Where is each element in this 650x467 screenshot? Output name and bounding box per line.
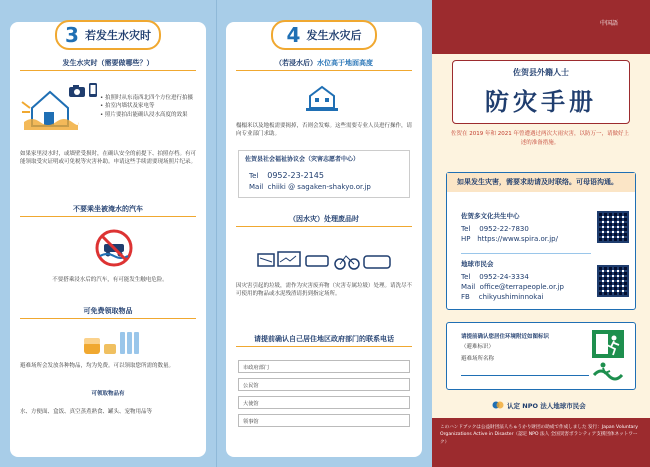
footer-text: このハンドブックは公益財団法人ちゅうかり財団の助成で作成しました 发行：Japan Voluntary Organizations Active in Disaster（認定 NPO 法人 全国災害ボランティア支援団体ネットワーク） <box>440 425 638 445</box>
panel1-bullets <box>100 94 204 119</box>
language-label: 中国語 <box>600 20 619 27</box>
panel1-sub-title: 可领取物品有 <box>91 391 125 397</box>
org2-tel: Tel 0952-24-3334 <box>461 273 529 281</box>
panel2-title: 发生水灾后 <box>306 29 362 42</box>
camera-icon <box>68 84 86 98</box>
panel2-sec3-title: 请提前确认自己居住地区政府部门的联系电话 <box>254 335 394 343</box>
org1-tel: Tel 0952-22-7830 <box>461 225 529 233</box>
panel2-body1: 榻榻米以及地板需要揭掉，否则会发霉。这些需要专业人员进行操作，请向专业部门求助。 <box>236 123 413 138</box>
contact-head: 如果发生灾害，需要求助请及时联络。可母语沟通。 <box>447 173 635 192</box>
assoc-box <box>238 150 410 198</box>
panel2-number: 4 <box>286 23 301 47</box>
contact-row[interactable]: 公民馆 <box>238 378 410 391</box>
divider <box>20 70 196 71</box>
org1-name: 佐贺多文化共生中心 <box>461 212 520 220</box>
cover-title-box <box>452 60 630 124</box>
qr-code-icon[interactable] <box>597 211 629 243</box>
cover-top-bar <box>432 0 650 54</box>
npo-logo: 认定 NPO 法人地球市民会 <box>492 400 586 410</box>
assoc-name: 佐贺县社会福祉协议会（灾害志愿者中心） <box>245 156 360 163</box>
panel1-title: 若发生水灾时 <box>84 29 151 42</box>
phone-icon <box>88 82 98 98</box>
evac-title: 请提前确认您居住环境附近如图标识 <box>461 334 550 340</box>
panel1-body1: 如果家里浸水时，或墙壁受损时，在确认安全的前提下、拍照存档。有可能领取受灾证明或可免税等灾害补助。申请这些手续需要现场照片纪录。 <box>20 151 197 166</box>
org2-fb[interactable]: FB chikyushiminnokai <box>461 293 544 301</box>
cover-intro: 佐贺在 2019 年和 2021 年曾遭遇过两次大雨灾害，以防万一，请做好上述的准备措施。 <box>451 131 629 146</box>
bullet-item: • 拍照时从东南西北四个方位进行拍摄 <box>100 95 194 101</box>
panel1-body3: 避难场所会发放各种物品，均为免费。可以领取您所需的数量。 <box>20 363 175 369</box>
org2-name: 地球市民会 <box>461 260 494 268</box>
supplies-icon <box>82 326 142 356</box>
fold-line <box>216 0 217 467</box>
evac-name-line <box>461 375 589 376</box>
contact-box <box>446 172 636 310</box>
divider <box>236 226 412 227</box>
panel1-items: 水、方便面、盒饭、真空蒸煮熟食、罐头、宠物用品等 <box>20 409 153 415</box>
contact-row[interactable]: 大使馆 <box>238 396 410 409</box>
panel1-header <box>55 20 161 50</box>
cover-title: 防灾手册 <box>485 88 597 116</box>
waste-items-icon <box>256 250 396 272</box>
divider <box>461 253 591 254</box>
org2-mail[interactable]: Mail office@terrapeople.or.jp <box>461 283 564 291</box>
evac-box <box>446 322 636 390</box>
panel2-body2: 因灾害引起的垃圾，需作为灾害废弃物（灾害专属垃圾）处理。请洗尽不可使用的物品或水泥残渣请扔到指定场所。 <box>236 283 413 298</box>
divider <box>20 318 196 319</box>
qr-code-icon[interactable] <box>597 265 629 297</box>
npo-logo-icon <box>492 400 504 410</box>
panel2-header <box>271 20 377 50</box>
assoc-tel: Tel 0952-23-2145 <box>249 171 324 180</box>
evac-subtitle: （避难标识） <box>461 344 495 350</box>
contact-row[interactable]: 市政府部门 <box>238 360 410 373</box>
panel1-body2: 不要搭乘浸水后的汽车，有可能发生触电危险。 <box>52 277 168 283</box>
panel1-sec2-title: 不要乘坐被淹水的汽车 <box>73 205 143 213</box>
bullet-item: • 照片要拍出能确认浸水高度的效果 <box>100 111 188 118</box>
divider <box>236 346 412 347</box>
evacuation-sign-icon <box>591 329 625 381</box>
assoc-mail[interactable]: Mail chiiki @ sagaken-shakyo.or.jp <box>249 183 371 191</box>
bullet-item: • 拍室内墙状及家电等 <box>100 103 155 110</box>
divider <box>236 70 412 71</box>
panel1-sec1-title: 发生水灾时（需要做哪些？） <box>62 59 154 67</box>
divider <box>20 216 196 217</box>
cover-subtitle: 佐贺县外籍人士 <box>513 68 569 77</box>
evac-name-label: 避难场所名称 <box>461 356 495 362</box>
contact-row[interactable]: 领事馆 <box>238 414 410 427</box>
panel1-number: 3 <box>65 23 79 47</box>
panel1-sec3-title: 可免费领取物品 <box>83 307 133 315</box>
panel2-sec1-title: （若浸水后）水位高于地面高度 <box>275 59 373 67</box>
panel2-sec2-title: （因水灾）处理废品时 <box>289 215 359 223</box>
org1-hp[interactable]: HP https://www.spira.or.jp/ <box>461 235 558 243</box>
house-icon <box>306 84 338 112</box>
no-car-icon <box>94 228 134 268</box>
